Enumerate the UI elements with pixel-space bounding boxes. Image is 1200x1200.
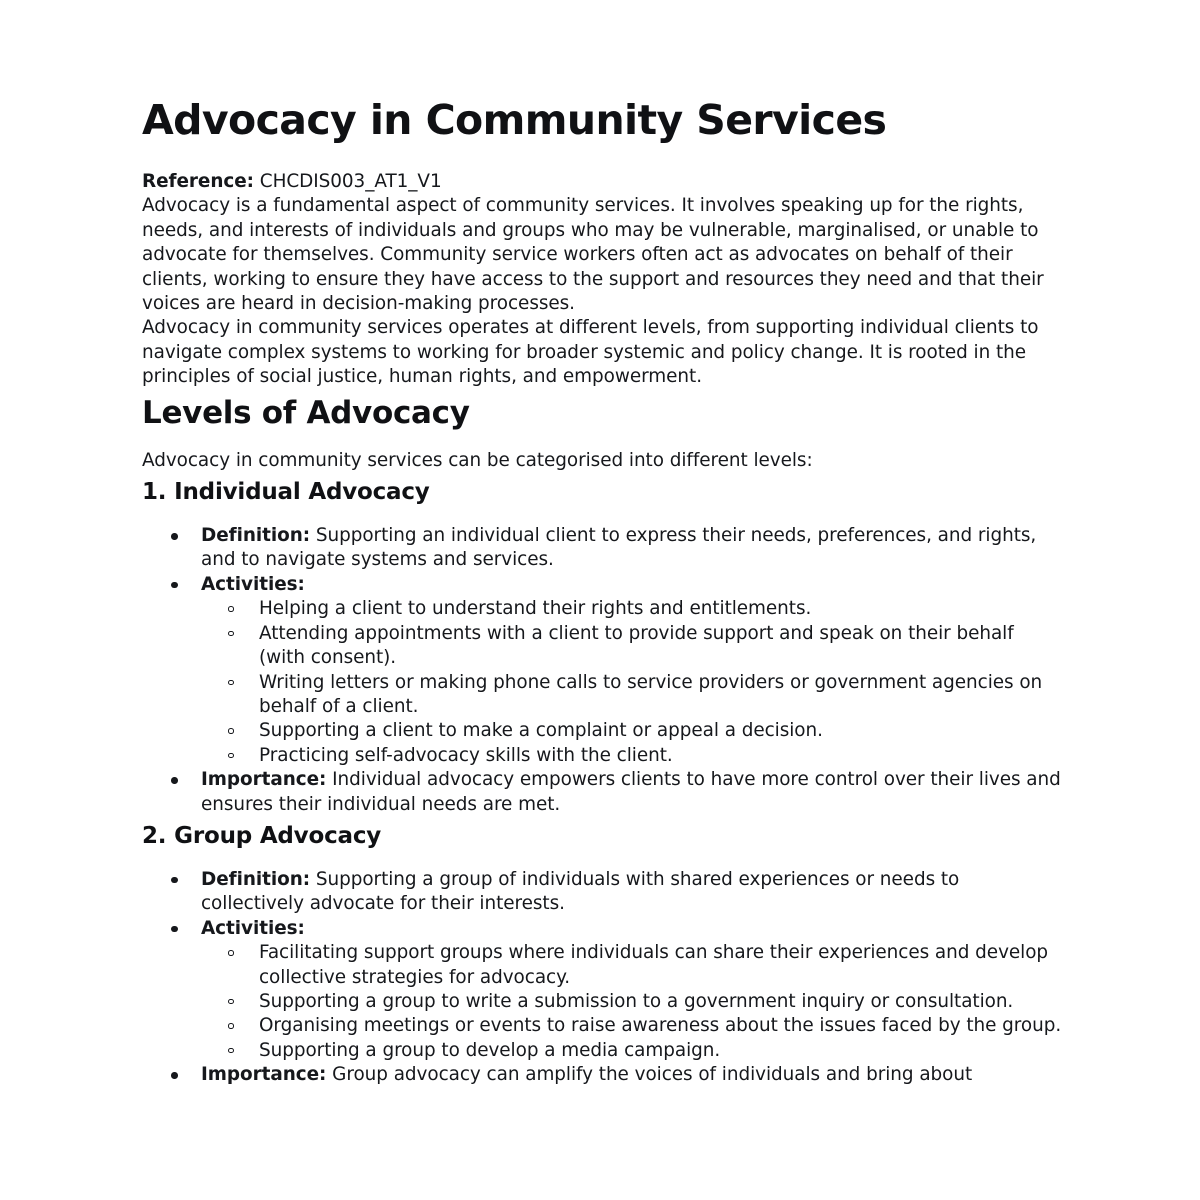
document-body — [142, 96, 1062, 1088]
definition-label: Definition: — [201, 868, 311, 890]
individual-advocacy-list — [142, 524, 1062, 817]
importance-text: Group advocacy can amplify the voices of individuals and bring about — [326, 1064, 973, 1086]
hollow-bullet-icon — [228, 950, 234, 956]
activities-label: Activities: — [201, 917, 305, 939]
list-item — [142, 573, 1062, 768]
hollow-bullet-icon — [228, 680, 234, 686]
section-heading-group-advocacy: 2. Group Advocacy — [142, 822, 382, 849]
intro-paragraph-1: Advocacy is a fundamental aspect of community services. It involves speaking up for the rights, needs, and interests of individuals and groups who may be vulnerable, marginalised, or unable to advocate for themselves. Community service workers often act as advocates on behalf of their clients, working to ensure they have access to the support and resources they need and that their voices are heard in decision-making processes. — [142, 195, 1044, 315]
bullet-icon — [171, 582, 178, 589]
hollow-bullet-icon — [228, 1023, 234, 1029]
reference-value: CHCDIS003_AT1_V1 — [259, 171, 442, 192]
definition-text: Supporting an individual client to express their needs, preferences, and rights, and to navigate systems and services. — [201, 525, 1037, 571]
spacer — [142, 434, 1062, 449]
hollow-bullet-icon — [228, 728, 234, 734]
list-item — [142, 1063, 1062, 1087]
list-item — [142, 768, 1062, 817]
hollow-bullet-icon — [228, 999, 234, 1005]
bullet-icon — [171, 926, 178, 933]
list-item — [201, 990, 1062, 1014]
bullet-icon — [171, 533, 178, 540]
levels-intro-text: Advocacy in community services can be categorised into different levels: — [142, 449, 813, 471]
reference-label: Reference: — [142, 171, 254, 192]
page-title: Advocacy in Community Services — [142, 96, 887, 144]
group-activities-sublist — [201, 941, 1062, 1063]
activity-text: Writing letters or making phone calls to service providers or government agencies on behalf of a client. — [259, 671, 1043, 717]
activity-text: Supporting a group to develop a media campaign. — [259, 1039, 721, 1061]
list-item — [201, 744, 1062, 768]
hollow-bullet-icon — [228, 606, 234, 612]
hollow-bullet-icon — [228, 753, 234, 759]
list-item — [142, 917, 1062, 1063]
importance-label: Importance: — [201, 769, 327, 791]
list-item — [142, 524, 1062, 573]
importance-text: Individual advocacy empowers clients to have more control over their lives and ensures their individual needs are met. — [201, 769, 1061, 815]
list-item — [201, 1014, 1062, 1038]
activity-text: Supporting a group to write a submission to a government inquiry or consultation. — [259, 990, 1014, 1012]
list-item — [201, 597, 1062, 621]
levels-of-advocacy-heading: Levels of Advocacy — [142, 394, 470, 431]
bullet-icon — [171, 1072, 178, 1079]
list-item — [201, 671, 1062, 720]
bullet-icon — [171, 777, 178, 784]
activities-label: Activities: — [201, 573, 305, 595]
section-heading-individual-advocacy: 1. Individual Advocacy — [142, 479, 430, 506]
reference-line — [142, 170, 1062, 194]
list-item — [201, 941, 1062, 990]
list-item — [201, 719, 1062, 743]
hollow-bullet-icon — [228, 1048, 234, 1054]
activity-text: Attending appointments with a client to provide support and speak on their behalf (with consent). — [259, 622, 1014, 669]
list-item — [201, 1039, 1062, 1063]
definition-label: Definition: — [201, 525, 311, 547]
importance-label: Importance: — [201, 1064, 327, 1086]
activity-text: Supporting a client to make a complaint or appeal a decision. — [259, 720, 823, 742]
bullet-icon — [171, 877, 178, 884]
spacer — [142, 853, 1062, 868]
activity-text: Practicing self-advocacy skills with the client. — [259, 744, 673, 766]
activity-text: Helping a client to understand their rights and entitlements. — [259, 598, 812, 620]
activity-text: Facilitating support groups where individuals can share their experiences and develop collective strategies for advocacy. — [259, 942, 1049, 988]
individual-activities-sublist — [201, 597, 1062, 768]
intro-paragraph-2: Advocacy in community services operates at different levels, from supporting individual clients to navigate complex systems to working for broader systemic and policy change. It is rooted in the principles of social justice, human rights, and empowerment. — [142, 317, 1039, 388]
activity-text: Organising meetings or events to raise awareness about the issues faced by the group. — [259, 1015, 1062, 1037]
group-advocacy-list — [142, 868, 1062, 1088]
list-item — [201, 622, 1062, 671]
list-item — [142, 868, 1062, 917]
spacer — [142, 509, 1062, 524]
definition-text: Supporting a group of individuals with shared experiences or needs to collectively advocate for their interests. — [201, 868, 960, 915]
hollow-bullet-icon — [228, 631, 234, 637]
